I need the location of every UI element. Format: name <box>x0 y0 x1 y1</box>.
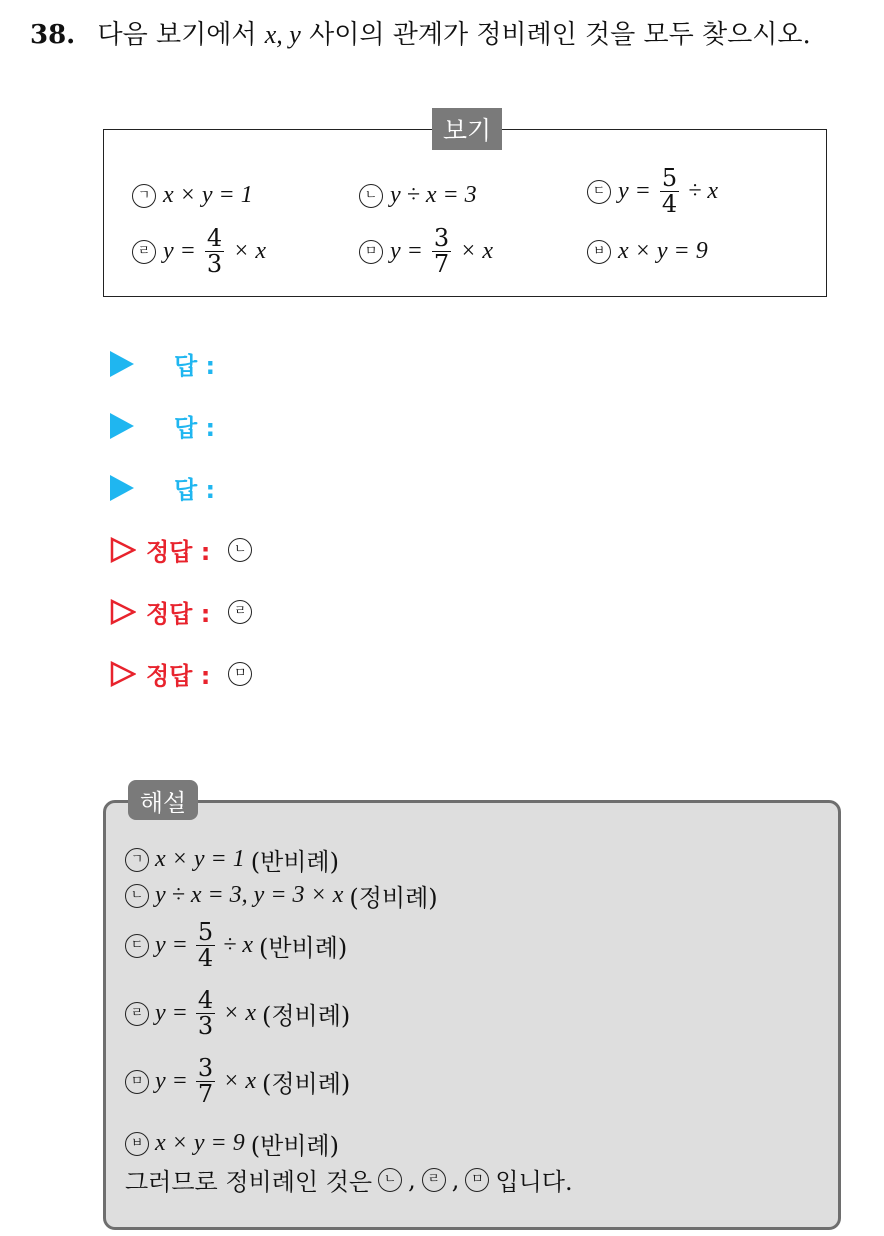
bogi-item-3 <box>587 166 718 217</box>
question-number: 38. <box>30 20 76 50</box>
solution-line-6 <box>125 1126 339 1161</box>
bogi-title: 보기 <box>432 108 502 150</box>
conclusion-prefix: 그러므로 정비례인 것은 <box>125 1168 373 1196</box>
solution-lhs: y = <box>155 932 188 959</box>
bogi-item-2 <box>359 182 477 209</box>
answer-row-1 <box>110 346 215 381</box>
bogi-rhs: ÷ x <box>688 178 718 205</box>
question-text-before: 다음 보기에서 <box>97 20 257 50</box>
answer-label: 답 : <box>174 476 216 504</box>
solution-line-5 <box>125 1056 350 1107</box>
outline-triangle-icon <box>110 599 136 625</box>
bogi-rhs: × x <box>233 238 266 265</box>
fraction-numerator: 3 <box>433 224 450 252</box>
outline-triangle-icon <box>110 537 136 563</box>
circled-mark: ㄹ <box>132 240 156 264</box>
solution-line-3 <box>125 920 347 971</box>
fraction-numerator: 4 <box>206 224 223 252</box>
correct-answer-label: 정답 : <box>146 662 211 690</box>
bogi-item-1 <box>132 182 253 209</box>
fraction-numerator: 4 <box>197 986 214 1014</box>
bogi-expression: x × y = 9 <box>618 238 708 264</box>
correct-answer-row-2 <box>110 594 252 629</box>
solution-math: y ÷ x = 3, y = 3 × x <box>155 882 344 908</box>
bogi-box <box>103 116 827 297</box>
solution-lhs: y = <box>155 1068 188 1095</box>
solution-note: (정비례) <box>262 1070 351 1099</box>
bogi-rhs: × x <box>460 238 493 265</box>
solution-lhs: y = <box>155 1000 188 1027</box>
bogi-lhs: y = <box>618 178 651 205</box>
solution-line-2 <box>125 878 438 913</box>
solution-rhs: × x <box>223 1000 256 1027</box>
fraction-denominator: 4 <box>197 944 214 973</box>
correct-answer-row-3 <box>110 656 252 691</box>
bogi-expression: x × y = 1 <box>163 182 253 208</box>
circled-mark: ㅁ <box>359 240 383 264</box>
correct-answer-mark: ㄹ <box>228 600 252 624</box>
bogi-item-5 <box>359 226 493 277</box>
circled-mark: ㅂ <box>587 240 611 264</box>
comma-separator: , <box>451 1165 460 1194</box>
correct-answer-label: 정답 : <box>146 600 211 628</box>
bogi-item-6 <box>587 238 708 265</box>
comma-separator: , <box>408 1165 416 1194</box>
solution-rhs: × x <box>223 1068 256 1095</box>
fraction-numerator: 5 <box>197 918 214 946</box>
answer-row-3 <box>110 470 215 505</box>
answer-label: 답 : <box>174 352 216 380</box>
answer-label: 답 : <box>174 414 216 442</box>
bogi-lhs: y = <box>390 238 423 265</box>
solution-rhs: ÷ x <box>223 932 253 959</box>
correct-answer-mark: ㅁ <box>228 662 252 686</box>
bogi-lhs: y = <box>163 238 196 265</box>
answer-row-2 <box>110 408 215 443</box>
fraction <box>205 226 224 277</box>
circled-mark: ㄷ <box>587 180 611 204</box>
circled-mark: ㄱ <box>132 184 156 208</box>
fraction-numerator: 3 <box>197 1054 214 1082</box>
outline-triangle-icon <box>110 661 136 687</box>
solution-title: 해설 <box>128 780 198 820</box>
circled-mark: ㄴ <box>378 1168 402 1192</box>
circled-mark: ㅁ <box>125 1070 149 1094</box>
play-triangle-icon <box>110 413 134 439</box>
circled-mark: ㅂ <box>125 1132 149 1156</box>
solution-note: (정비례) <box>349 884 438 912</box>
solution-note: (정비례) <box>262 1002 351 1031</box>
correct-answer-row-1 <box>110 532 252 567</box>
fraction <box>432 226 451 277</box>
circled-mark: ㅁ <box>465 1168 489 1192</box>
play-triangle-icon <box>110 475 134 501</box>
fraction-numerator: 5 <box>661 164 678 192</box>
fraction-denominator: 3 <box>206 250 223 279</box>
circled-mark: ㄹ <box>422 1168 446 1192</box>
solution-conclusion <box>125 1162 573 1197</box>
fraction <box>196 920 215 971</box>
circled-mark: ㄴ <box>359 184 383 208</box>
solution-line-1 <box>125 842 339 877</box>
solution-math: x × y = 9 <box>155 1130 245 1156</box>
bogi-expression: y ÷ x = 3 <box>390 182 477 208</box>
fraction <box>660 166 679 217</box>
circled-mark: ㄷ <box>125 934 149 958</box>
correct-answer-label: 정답 : <box>146 538 211 566</box>
fraction-denominator: 4 <box>661 190 678 219</box>
circled-mark: ㄹ <box>125 1002 149 1026</box>
circled-mark: ㄴ <box>125 884 149 908</box>
fraction <box>196 988 215 1039</box>
fraction <box>196 1056 215 1107</box>
solution-math: x × y = 1 <box>155 846 245 872</box>
fraction-denominator: 3 <box>197 1012 214 1041</box>
fraction-denominator: 7 <box>197 1080 214 1109</box>
play-triangle-icon <box>110 351 134 377</box>
question-text-after: 사이의 관계가 정비례인 것을 모두 찾으시오. <box>309 20 811 50</box>
bogi-item-4 <box>132 226 266 277</box>
correct-answer-mark: ㄴ <box>228 538 252 562</box>
circled-mark: ㄱ <box>125 848 149 872</box>
conclusion-suffix: 입니다. <box>495 1168 573 1196</box>
solution-note: (반비례) <box>250 1132 339 1160</box>
question-text <box>30 14 811 51</box>
solution-line-4 <box>125 988 350 1039</box>
solution-note: (반비례) <box>250 848 339 876</box>
solution-note: (반비례) <box>258 934 348 963</box>
question-variables: x, y <box>264 20 301 49</box>
fraction-denominator: 7 <box>433 250 450 279</box>
